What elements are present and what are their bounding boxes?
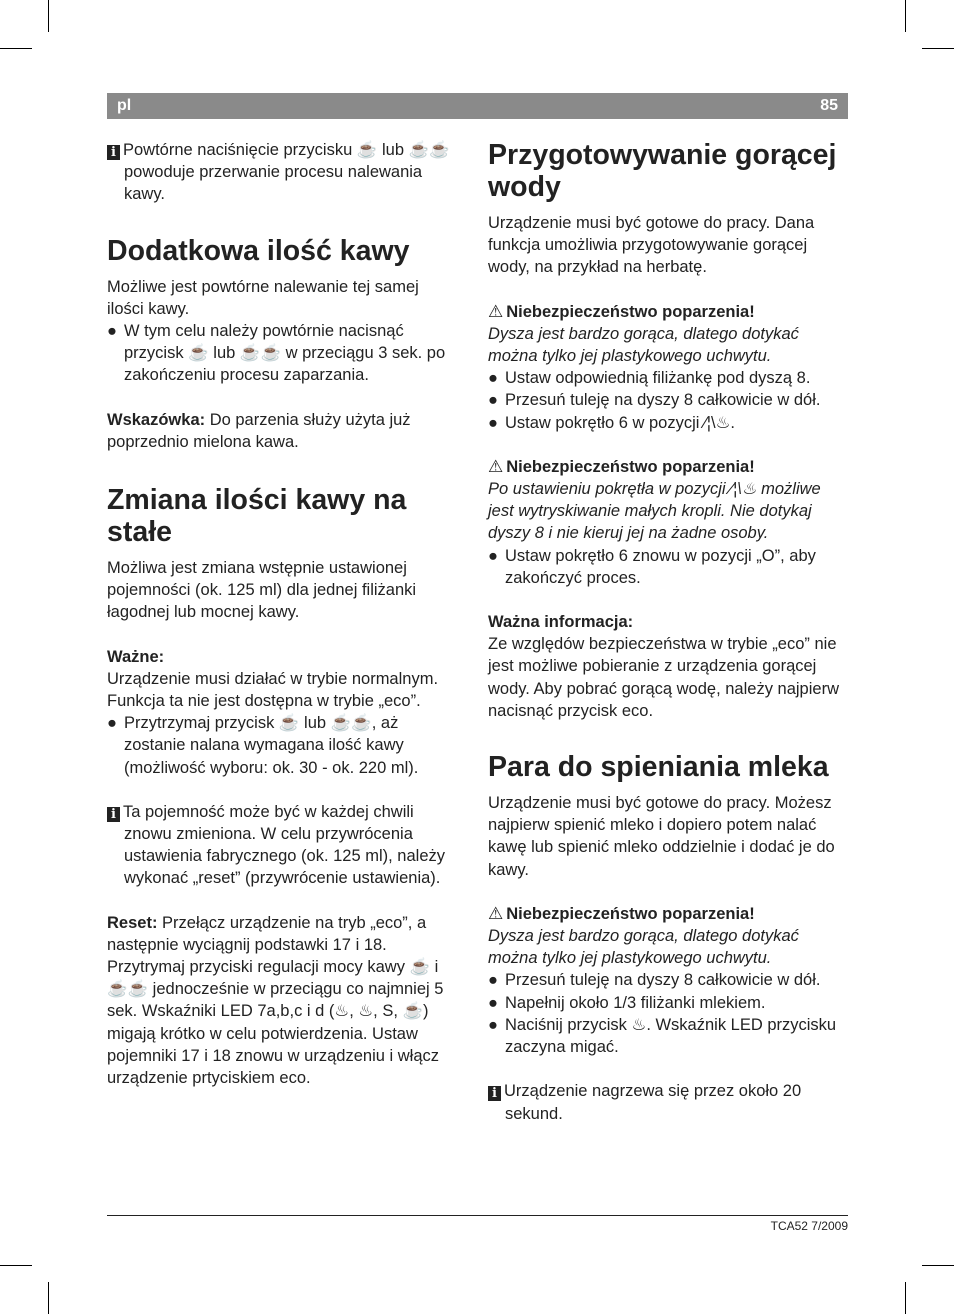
paragraph: Ze względów bezpieczeństwa w trybie „eco” nie jest możliwe pobieranie z urządzenia gorącej wody. Aby pobrać gorącą wodę, należy najpierw nacisnąć przycisk eco. [488,635,839,720]
warning-title: ⚠ Niebezpieczeństwo poparzenia! [488,456,755,476]
page-number: 85 [820,97,838,114]
crop-mark [922,1265,954,1266]
crop-mark [48,1282,49,1314]
paragraph: Możliwa jest zmiana wstępnie ustawionej pojemności (ok. 125 ml) dla jednej filiżanki łagodnej lub mocnej kawy. [107,559,417,622]
paragraph: Urządzenie musi być gotowe do pracy. Dana funkcja umożliwia przygotowywanie gorącej wody, na przykład na herbatę. [488,214,815,277]
section-heading: Przygotowywanie gorącej wody [488,139,837,203]
crop-mark [905,1282,906,1314]
hint-paragraph: Wskazówka: Do parzenia służy użyta już poprzednio mielona kawa. [107,410,411,451]
paragraph: Możliwe jest powtórne nalewanie tej samej ilości kawy. [107,277,419,318]
bullet-item: ● Napełnij około 1/3 filiżanki mlekiem. [488,993,766,1012]
bullet-item: ● Przesuń tuleję na dyszy 8 całkowicie w dół. [488,971,821,990]
warning-text: Dysza jest bardzo gorąca, dlatego dotykać można tylko jej plastykowego uchwytu. [488,324,799,366]
footer-rule [107,1215,848,1216]
info-icon: i [107,145,120,160]
crop-mark [905,0,906,32]
info-note: i Ta pojemność może być w każdej chwili znowu zmieniona. W celu przywrócenia ustawienia fabrycznego (ok. 125 ml), należy wykonać „reset” (przywrócenie ustawienia). [107,801,459,890]
warning-title: ⚠ Niebezpieczeństwo poparzenia! [488,301,755,321]
crop-mark [0,1265,32,1266]
info-icon: i [488,1086,501,1101]
important-label: Ważna informacja: [488,613,634,632]
footer-code: TCA52 7/2009 [770,1219,848,1233]
left-column [107,139,459,1089]
section-heading: Para do spieniania mleka [488,751,829,784]
crop-mark [922,48,954,49]
paragraph: Urządzenie musi być gotowe do pracy. Możesz najpierw spienić mleko i dopiero potem nalać kawę lub spienić mleko oddzielnie i dodać je do kawy. [488,794,835,879]
warning-title: ⚠ Niebezpieczeństwo poparzenia! [488,903,755,923]
warning-icon: ⚠ [488,301,504,321]
info-note: i Powtórne naciśnięcie przycisku ☕ lub ☕☕ powoduje przerwanie procesu nalewania kawy. [107,139,459,206]
paragraph: Urządzenie musi działać w trybie normalnym. Funkcja ta nie jest dostępna w trybie „eco”. [107,669,439,711]
bullet-item: ● W tym celu należy powtórnie nacisnąć przycisk ☕ lub ☕☕ w przeciągu 3 sek. po zakończeniu procesu zaparzania. [107,322,446,385]
bullet-item: ● Naciśnij przycisk ♨. Wskaźnik LED przycisku zaczyna migać. [488,1015,837,1057]
bullet-item: ● Ustaw pokrętło 6 znowu w pozycji „O”, aby zakończyć proces. [488,546,816,587]
bullet-item: ● Ustaw odpowiednią filiżankę pod dyszą 8. [488,369,811,388]
warning-text: Po ustawieniu pokrętła w pozycji ⁄¦\♨ możliwe jest wytryskiwanie małych kropli. Nie dotykaj dyszy 8 i nie kieruj jej na żadne osoby. [488,480,821,543]
warning-icon: ⚠ [488,456,504,476]
important-label: Ważne: [107,647,165,666]
right-column [488,139,848,1125]
info-icon: i [107,807,120,822]
crop-mark [0,48,32,49]
section-heading: Zmiana ilości kawy na stałe [107,484,407,549]
warning-icon: ⚠ [488,903,504,923]
bullet-item: ● Przytrzymaj przycisk ☕ lub ☕☕, aż zostanie nalana wymagana ilość kawy (możliwość wyboru: ok. 30 - ok. 220 ml). [107,714,419,777]
section-heading: Dodatkowa ilość kawy [107,234,410,267]
crop-mark [48,0,49,32]
bullet-item: ● Przesuń tuleję na dyszy 8 całkowicie w dół. [488,391,821,410]
info-note: i Urządzenie nagrzewa się przez około 20 sekund. [488,1080,848,1124]
language-label: pl [117,97,132,114]
page-header [107,93,848,119]
warning-text: Dysza jest bardzo gorąca, dlatego dotykać można tylko jej plastykowego uchwytu. [488,927,799,968]
bullet-item: ● Ustaw pokrętło 6 w pozycji ⁄¦\♨. [488,413,735,432]
reset-paragraph: Reset: Przełącz urządzenie na tryb „eco”, a następnie wyciągnij podstawki 17 i 18. Przytrymaj przyciski regulacji mocy kawy ☕ i ☕☕ jednocześnie w przeciągu co najmniej 5 sek. Wskaźniki LED 7a,b,c i d (♨, ♨, S, ☕) migają krótko w celu potwierdzenia. Ustaw pojemniki 17 i 18 znowu w urządzeniu i włącz urządzenie prtyciskiem eco. [107,913,444,1088]
